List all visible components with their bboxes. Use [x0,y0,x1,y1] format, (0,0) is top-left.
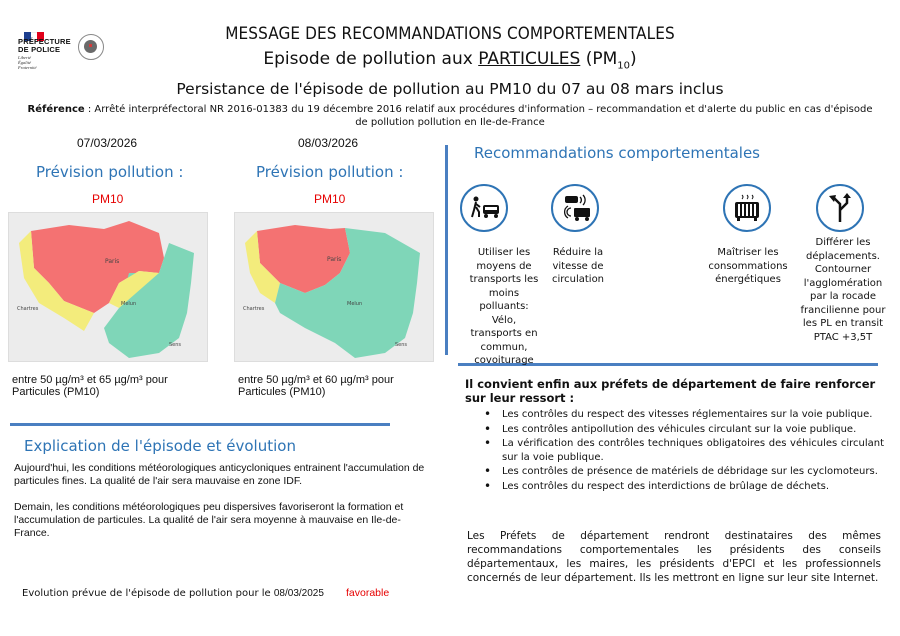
forecast-concentration-1: entre 50 µg/m³ et 65 µg/m³ pour Particules (PM10) [12,374,168,398]
map2-label-chartres: Chartres [243,306,265,312]
horizontal-divider-left [10,423,390,426]
public-transport-icon [460,184,508,232]
recommendation-text-3: Maîtriser les consommations énergétiques [708,247,788,285]
forecast-pollutant-2: PM10 [314,192,346,206]
evolution-line [22,588,324,599]
page-title: MESSAGE DES RECOMMANDATIONS COMPORTEMENTALES [225,24,675,44]
forecast-date-1: 07/03/2026 [77,136,138,150]
pollution-map-1 [8,212,208,362]
list-item: • La vérification des contrôles techniques obligatoires des véhicules circulant sur la voie publique. [484,437,884,464]
map1-label-melun: Melun [121,301,137,307]
list-item: • Les contrôles antipollution des véhicules circulant sur la voie publique. [484,423,884,437]
forecast-concentration-2: entre 50 µg/m³ et 60 µg/m³ pour Particules (PM10) [238,374,394,398]
explication-paragraph-1: Aujourd'hui, les conditions météorologiques anticycloniques entrainent l'accumulation de particules fines. La qualité de l'air sera mauvaise en zone IDF. [14,462,425,487]
devise [18,55,37,70]
forecast-pollutant-1: PM10 [92,192,124,206]
forecast-title-1: Prévision pollution : [36,163,184,181]
map1-label-sens: Sens [169,342,182,348]
prefecture-line2: DE POLICE [18,45,61,54]
forecast-date-2: 08/03/2026 [298,136,359,150]
episode-title-prefix: Episode de pollution aux [263,49,479,69]
episode-pollutant: PARTICULES [478,49,581,69]
reference-label: Référence [27,104,85,115]
detour-arrow-icon [816,184,864,232]
devise-line3: Fraternité [18,65,37,70]
list-item: • Les contrôles du respect des vitesses réglementaires sur la voie publique. [484,408,884,422]
episode-title [120,49,780,71]
pollution-map-2 [234,212,434,362]
forecast-title-2: Prévision pollution : [256,163,404,181]
list-item: • Les contrôles du respect des interdictions de brûlage de déchets. [484,480,884,494]
evolution-status: favorable [346,587,390,599]
map1-label-chartres: Chartres [17,306,39,312]
police-seal-icon [78,34,104,60]
prefets-intro: Il convient enfin aux préfets de département de faire renforcer sur leur ressort : [465,377,876,405]
french-flag-icon [24,26,44,35]
episode-unit-open: (PM [580,49,618,69]
list-item: • Les contrôles de présence de matériels de débridage sur les cyclomoteurs. [484,465,884,479]
vertical-divider [445,145,448,355]
devise-line2: Égalité [18,60,31,65]
episode-unit-sub: 10 [617,60,630,72]
episode-unit-close: ) [630,49,637,69]
radiator-icon [723,184,771,232]
evolution-date: 08/03/2025 [273,588,324,599]
prefecture-name [18,38,71,54]
reference-text: : Arrêté interpréfectoral NR 2016-01383 du 19 décembre 2016 relatif aux procédures d'information – recommandation et d'alerte du public en cas d'épisode de pollution pollution en Ile-de-France [84,104,873,128]
explication-paragraph-2: Demain, les conditions météorologiques peu dispersives favoriseront la formation et l'accumulation de particules. La qualité de l'air sera moyenne à mauvaise en Ile-de-France. [14,501,404,539]
prefecture-logo [18,24,108,76]
devise-line1: Liberté [18,55,31,60]
map2-label-melun: Melun [347,301,363,307]
episode-subtitle: Persistance de l'épisode de pollution au PM10 du 07 au 08 mars inclus [176,80,724,98]
speed-reduction-icon [551,184,599,232]
explication-title: Explication de l'épisode et évolution [24,437,296,455]
recommendation-text-1: Utiliser les moyens de transports les moins polluants: Vélo, transports en commun, covoiturage [469,247,539,366]
prefets-final-paragraph: Les Préfets de département rendront destinataires des mêmes recommandations comportementales les présidents des conseils départementaux, les maires, les présidents d'EPCI et les professionnels concernés de leur département. Ils les mettront en ligne sur leur site Internet. [467,530,881,584]
prefecture-line1: PRÉFECTURE [18,37,71,46]
prefets-controls-list [484,408,884,494]
recommendation-text-2: Réduire la vitesse de circulation [551,247,605,285]
evolution-label: Evolution prévue de l'épisode de pollution pour le [22,588,274,599]
recommendations-title: Recommandations comportementales [474,144,760,162]
map1-label-paris: Paris [105,258,120,265]
reference [20,103,880,129]
map2-label-paris: Paris [327,256,342,263]
recommendation-text-4: Différer les déplacements. Contourner l'agglomération par la rocade francilienne pour les PL en transit PTAC +3,5T [800,237,886,343]
map2-label-sens: Sens [395,342,408,348]
